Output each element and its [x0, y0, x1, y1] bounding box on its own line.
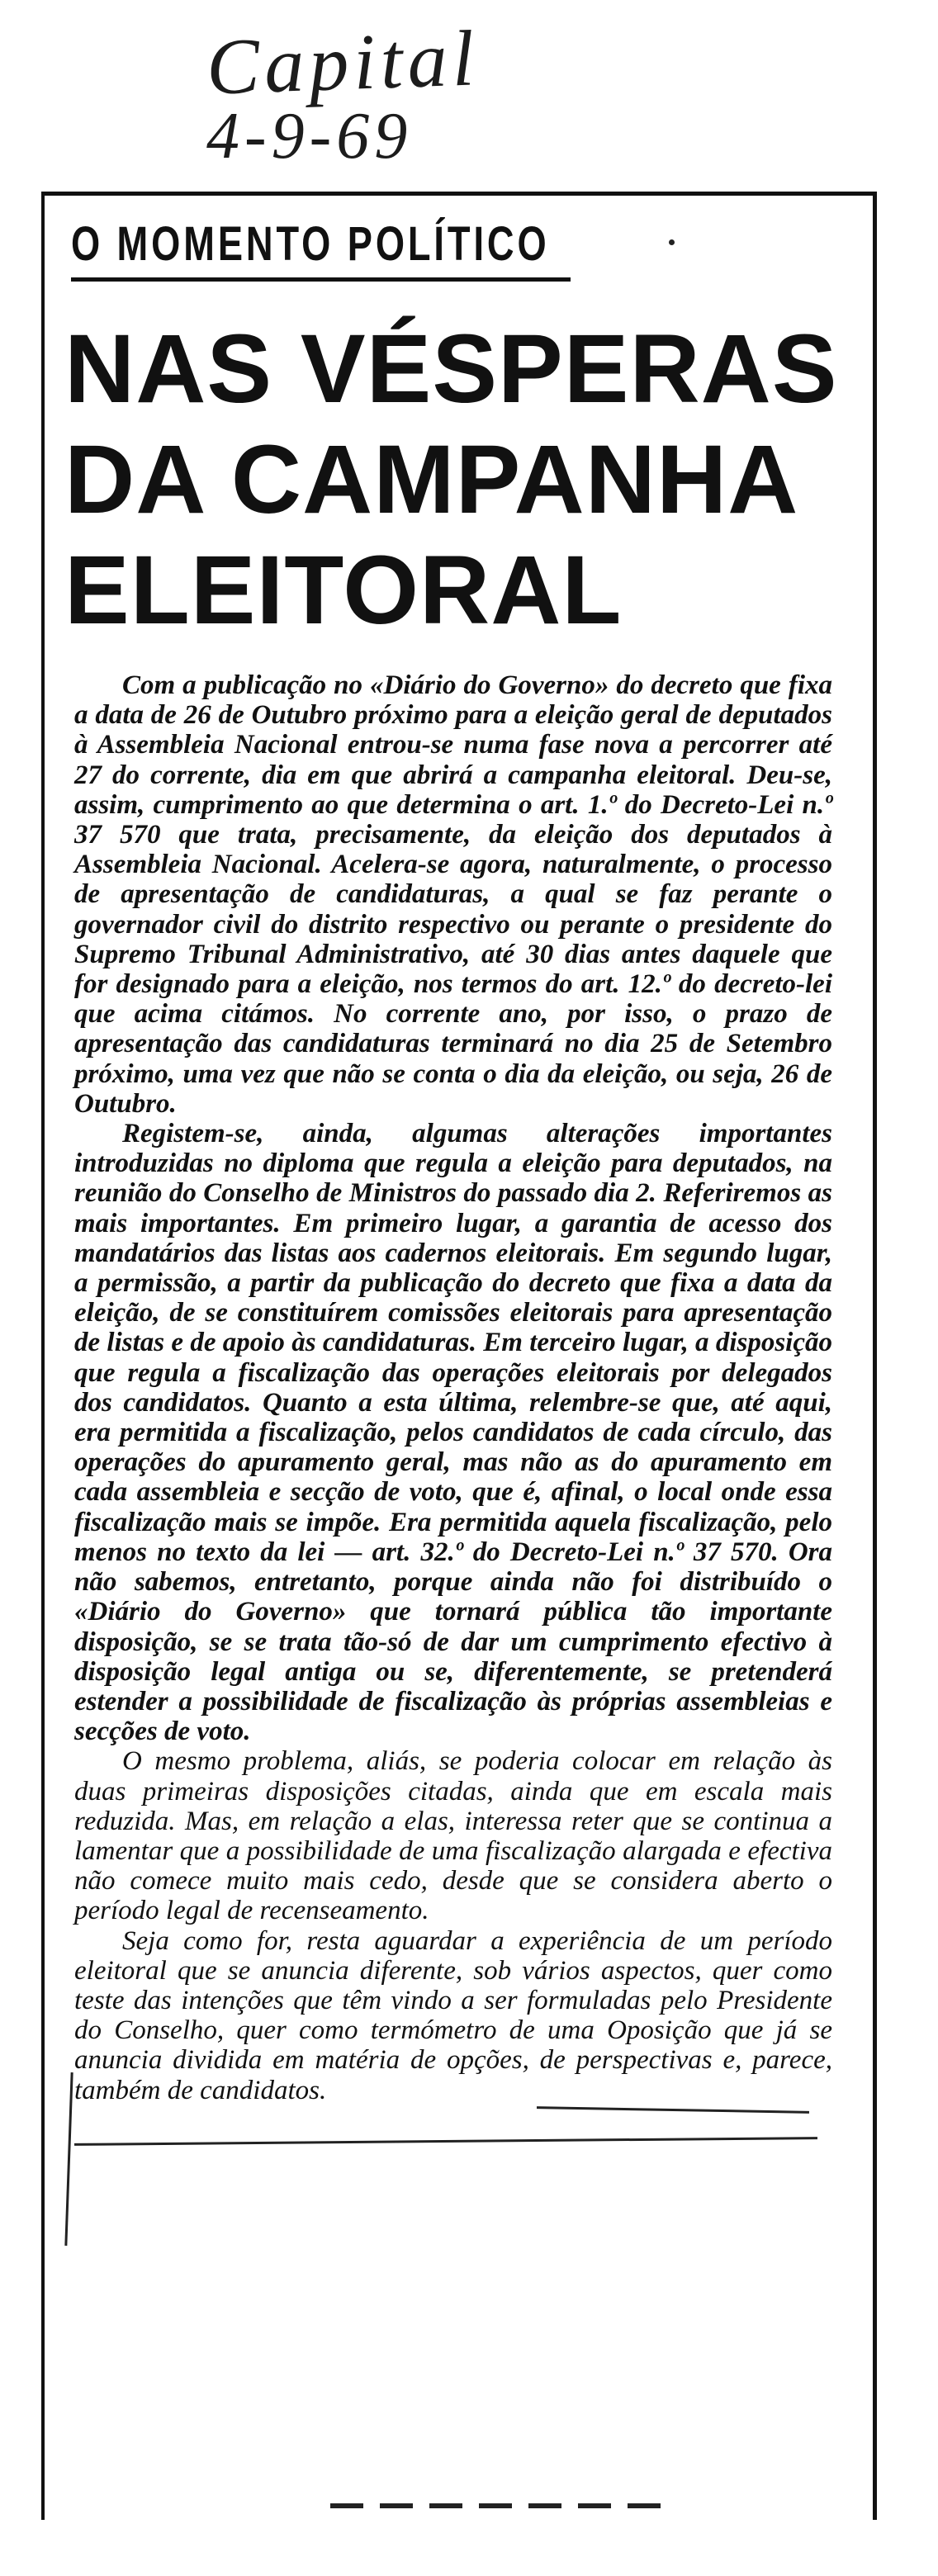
headline-line-1: NAS VÉSPERAS — [64, 315, 838, 424]
print-speck — [669, 239, 675, 245]
headline-line-3: ELEITORAL — [64, 536, 623, 645]
article-paragraph-4: Seja como for, resta aguardar a experiência de um período eleitoral que se anuncia diferente, sob vários aspectos, quer como teste das intenções que têm vindo a ser formuladas pelo Presidente do Conselho, quer como termómetro de uma Oposição que já se anuncia dividida em matéria de opções, de perspectivas e, parece, também de candidatos. — [74, 1925, 832, 2105]
article-paragraph-1: Com a publicação no «Diário do Governo» do decreto que fixa a data de 26 de Outubro próximo para a eleição geral de deputados à Assembleia Nacional entrou-se numa fase nova a percorrer até 27 do corrente, dia em que abrirá a campanha eleitoral. Deu-se, assim, cumprimento ao que determina o art. 1.º do Decreto-Lei n.º 37 570 que trata, precisamente, da eleição dos deputados à Assembleia Nacional. Acelera-se agora, naturalmente, o processo de apresentação de candidaturas, a qual se faz perante o governador civil do distrito respectivo ou perante o presidente do Supremo Tribunal Administrativo, até 30 dias antes daquele que for designado para a eleição, nos termos do art. 12.º do decreto-lei que acima citámos. No corrente ano, por isso, o prazo de apresentação das candidaturas terminará no dia 25 de Setembro próximo, uma vez que não se conta o dia da eleição, ou seja, 26 de Outubro. — [74, 670, 832, 1119]
handwritten-date-note: 4-9-69 — [206, 100, 413, 173]
article-paragraph-2: Registem-se, ainda, algumas alterações importantes introduzidas no diploma que regula a eleição para deputados, na reunião do Conselho de Ministros do passado dia 2. Referiremos as mais importantes. Em primeiro lugar, a garantia de acesso dos mandatários das listas aos cadernos eleitorais. Em segundo lugar, a permissão, a partir da publicação do decreto que fixa a data da eleição, de se constituírem comissões eleitorais para apresentação de listas e de apoio às candidaturas. Em terceiro lugar, a disposição que regula a fiscalização das operações eleitorais por delegados dos candidatos. Quanto a esta última, relembre-se que, até aqui, era permitida a fiscalização, pelos candidatos de cada círculo, das operações do apuramento geral, mas não as do apuramento em cada assembleia e secção de voto, que é, afinal, o local onde essa fiscalização mais se impõe. Era permitida aquela fiscalização, pelo menos no texto da lei — art. 32.º do Decreto-Lei n.º 37 570. Ora não sabemos, entretanto, porque ainda não foi distribuído o «Diário do Governo» que tornará pública tão importante disposição, se se trata tão-só de dar um cumprimento efectivo à disposição legal antiga ou se, diferentemente, se pretenderá estender a possibilidade de fiscalização às próprias assembleias e secções de voto. — [74, 1119, 832, 1747]
handwritten-source-note: Capital — [205, 13, 481, 111]
article-body — [74, 670, 832, 2105]
section-kicker: O MOMENTO POLÍTICO — [71, 217, 550, 271]
kicker-underline — [71, 277, 571, 282]
article-paragraph-3: O mesmo problema, aliás, se poderia colocar em relação às duas primeiras disposições citadas, ainda que em escala mais reduzida. Mas, em relação a elas, interessa reter que se continua a lamentar que a possibilidade de uma fiscalização alargada e efectiva não comece muito mais cedo, desde que se considera aberto o período legal de recenseamento. — [74, 1746, 832, 1926]
article-headline — [64, 314, 857, 646]
bottom-cut-rule — [330, 2503, 677, 2508]
headline-line-2: DA CAMPANHA — [64, 425, 799, 534]
